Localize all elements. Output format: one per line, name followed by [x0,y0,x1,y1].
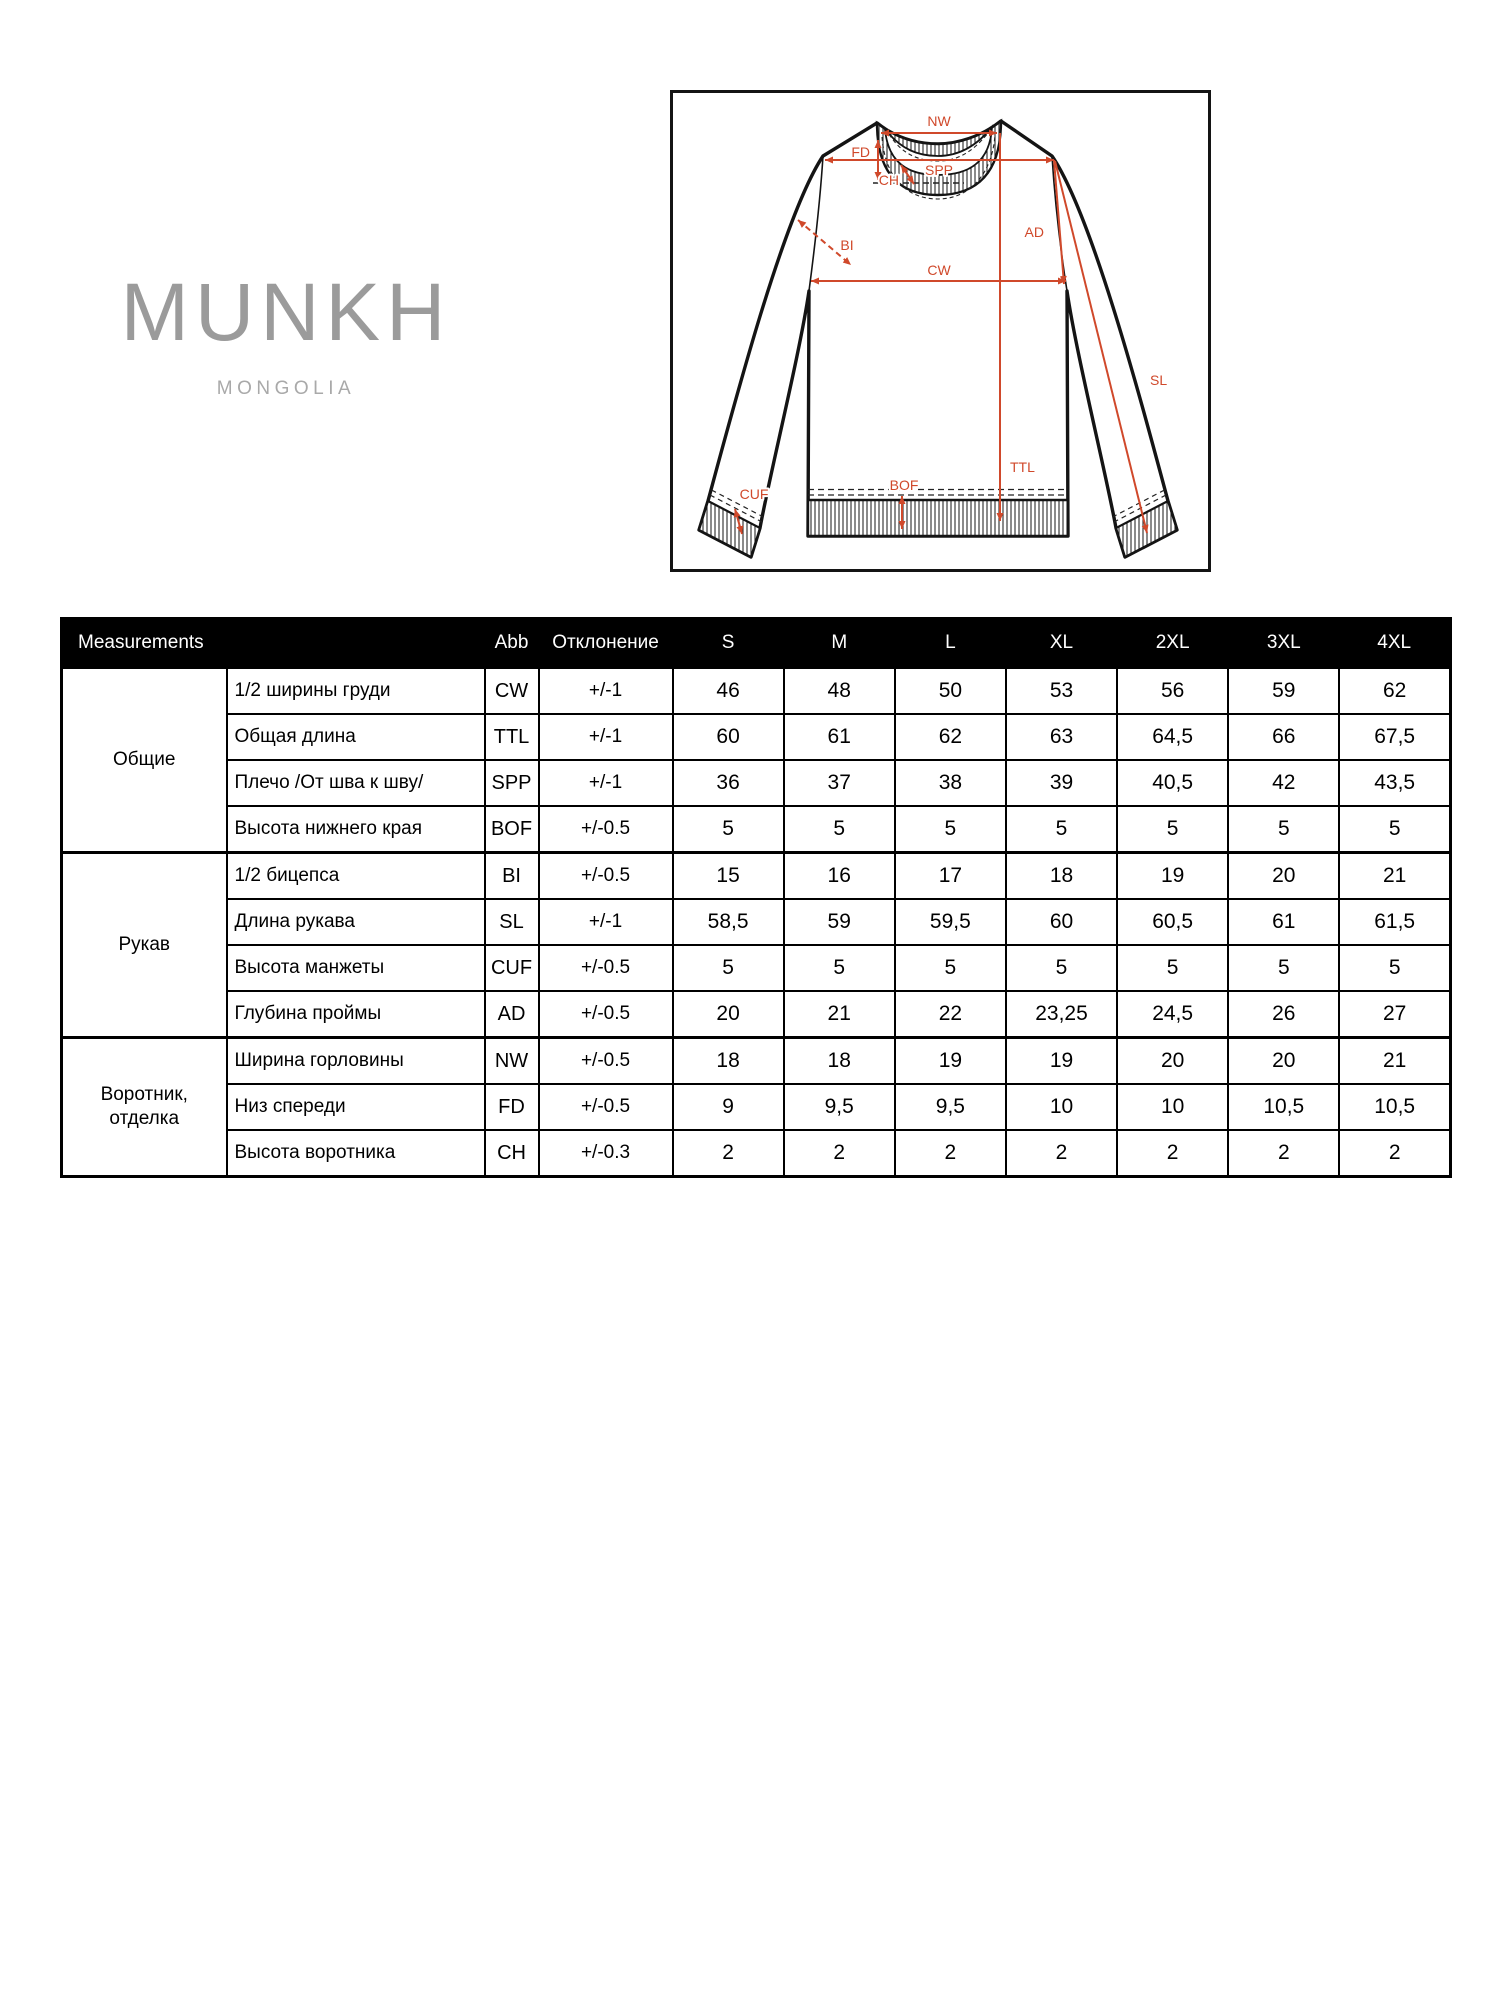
bof-label: BOF [889,477,919,493]
value-4xl: 5 [1339,945,1450,991]
value-2xl: 19 [1117,853,1228,900]
cw-label: CW [927,262,951,278]
value-s: 18 [673,1038,784,1085]
value-3xl: 20 [1228,853,1339,900]
value-l: 22 [895,991,1006,1038]
measurement-row [62,806,1451,853]
sweater-flat-sketch [673,93,1208,569]
value-4xl: 62 [1339,668,1450,715]
value-s: 2 [673,1130,784,1177]
header-size-3xl: 3XL [1228,619,1339,668]
value-m: 9,5 [784,1084,895,1130]
value-xl: 5 [1006,945,1117,991]
measure-dev: +/-0.5 [539,991,673,1038]
measure-abb: BOF [485,806,539,853]
value-4xl: 21 [1339,1038,1450,1085]
value-2xl: 10 [1117,1084,1228,1130]
value-m: 2 [784,1130,895,1177]
table-header-row [62,619,1451,668]
value-s: 20 [673,991,784,1038]
header-abb: Abb [485,619,539,668]
measure-name: Высота нижнего края [227,806,485,853]
value-l: 38 [895,760,1006,806]
measurement-row [62,1084,1451,1130]
measurement-row [62,991,1451,1038]
value-l: 59,5 [895,899,1006,945]
measure-abb: CW [485,668,539,715]
value-l: 5 [895,945,1006,991]
measure-abb: SPP [485,760,539,806]
spp-label: SPP [924,162,954,178]
measure-name: Плечо /От шва к шву/ [227,760,485,806]
measurements-table [60,617,1452,1178]
measure-abb: AD [485,991,539,1038]
measure-name: Низ спереди [227,1084,485,1130]
measure-dev: +/-0.5 [539,1084,673,1130]
value-m: 5 [784,945,895,991]
measure-name: Общая длина [227,714,485,760]
value-3xl: 20 [1228,1038,1339,1085]
measure-abb: SL [485,899,539,945]
brand-subtitle: MONGOLIA [216,378,356,399]
value-xl: 53 [1006,668,1117,715]
value-m: 21 [784,991,895,1038]
value-xl: 18 [1006,853,1117,900]
value-3xl: 66 [1228,714,1339,760]
measure-name: Ширина горловины [227,1038,485,1085]
measurement-row [62,945,1451,991]
value-s: 60 [673,714,784,760]
value-xl: 5 [1006,806,1117,853]
measure-dev: +/-0.5 [539,1038,673,1085]
value-m: 48 [784,668,895,715]
value-2xl: 5 [1117,945,1228,991]
value-4xl: 61,5 [1339,899,1450,945]
value-m: 16 [784,853,895,900]
header-size-l: L [895,619,1006,668]
value-xl: 63 [1006,714,1117,760]
value-4xl: 27 [1339,991,1450,1038]
group-cell: Общие [62,668,227,853]
value-3xl: 10,5 [1228,1084,1339,1130]
value-4xl: 10,5 [1339,1084,1450,1130]
value-xl: 19 [1006,1038,1117,1085]
brand-logo [120,267,452,400]
value-xl: 60 [1006,899,1117,945]
value-m: 61 [784,714,895,760]
measure-name: Высота воротника [227,1130,485,1177]
value-4xl: 5 [1339,806,1450,853]
measure-name: 1/2 бицепса [227,853,485,900]
measure-abb: BI [485,853,539,900]
measurement-row [62,899,1451,945]
value-s: 15 [673,853,784,900]
value-3xl: 59 [1228,668,1339,715]
value-m: 5 [784,806,895,853]
value-3xl: 26 [1228,991,1339,1038]
nw-label: NW [927,113,951,129]
value-2xl: 56 [1117,668,1228,715]
value-s: 46 [673,668,784,715]
measure-dev: +/-0.5 [539,945,673,991]
value-l: 50 [895,668,1006,715]
value-l: 19 [895,1038,1006,1085]
header-measurements: Measurements [62,619,485,668]
value-l: 62 [895,714,1006,760]
group-cell: Рукав [62,853,227,1038]
measure-abb: NW [485,1038,539,1085]
header-size-4xl: 4XL [1339,619,1450,668]
garment-diagram-box [670,90,1211,572]
measurement-row [62,668,1451,715]
value-2xl: 40,5 [1117,760,1228,806]
header-size-2xl: 2XL [1117,619,1228,668]
value-s: 9 [673,1084,784,1130]
value-m: 18 [784,1038,895,1085]
measure-abb: TTL [485,714,539,760]
fd-label: FD [851,144,870,160]
measurement-row [62,853,1451,900]
measure-name: Глубина проймы [227,991,485,1038]
value-4xl: 21 [1339,853,1450,900]
value-3xl: 2 [1228,1130,1339,1177]
measurement-row [62,760,1451,806]
value-4xl: 43,5 [1339,760,1450,806]
value-l: 9,5 [895,1084,1006,1130]
measure-name: Длина рукава [227,899,485,945]
value-xl: 2 [1006,1130,1117,1177]
value-2xl: 5 [1117,806,1228,853]
value-m: 37 [784,760,895,806]
value-xl: 23,25 [1006,991,1117,1038]
measurement-row [62,1038,1451,1085]
measure-abb: CUF [485,945,539,991]
value-2xl: 24,5 [1117,991,1228,1038]
value-m: 59 [784,899,895,945]
value-3xl: 42 [1228,760,1339,806]
value-3xl: 5 [1228,806,1339,853]
group-cell: Воротник, отделка [62,1038,227,1177]
cuf-label: CUF [739,486,769,502]
sl-label: SL [1150,372,1168,388]
ttl-label: TTL [1010,459,1035,475]
measurement-row [62,1130,1451,1177]
value-s: 5 [673,945,784,991]
header-size-m: M [784,619,895,668]
value-4xl: 2 [1339,1130,1450,1177]
measure-abb: FD [485,1084,539,1130]
measure-dev: +/-0.5 [539,853,673,900]
header-deviation: Отклонение [539,619,673,668]
value-3xl: 61 [1228,899,1339,945]
ad-label: AD [1024,224,1044,240]
measurement-row [62,714,1451,760]
value-s: 5 [673,806,784,853]
header-size-s: S [673,619,784,668]
value-l: 5 [895,806,1006,853]
measure-dev: +/-1 [539,668,673,715]
bi-label: BI [840,237,854,253]
measure-dev: +/-1 [539,899,673,945]
measure-name: 1/2 ширины груди [227,668,485,715]
measure-name: Высота манжеты [227,945,485,991]
measure-dev: +/-1 [539,760,673,806]
value-2xl: 20 [1117,1038,1228,1085]
value-l: 2 [895,1130,1006,1177]
header-size-xl: XL [1006,619,1117,668]
measure-dev: +/-0.5 [539,806,673,853]
value-4xl: 67,5 [1339,714,1450,760]
brand-name: MUNKH [120,267,452,358]
value-xl: 10 [1006,1084,1117,1130]
value-s: 36 [673,760,784,806]
ch-label: CH [878,172,899,188]
value-2xl: 2 [1117,1130,1228,1177]
measure-dev: +/-1 [539,714,673,760]
value-xl: 39 [1006,760,1117,806]
value-2xl: 64,5 [1117,714,1228,760]
value-l: 17 [895,853,1006,900]
measure-dev: +/-0.3 [539,1130,673,1177]
value-3xl: 5 [1228,945,1339,991]
measure-abb: CH [485,1130,539,1177]
value-s: 58,5 [673,899,784,945]
value-2xl: 60,5 [1117,899,1228,945]
